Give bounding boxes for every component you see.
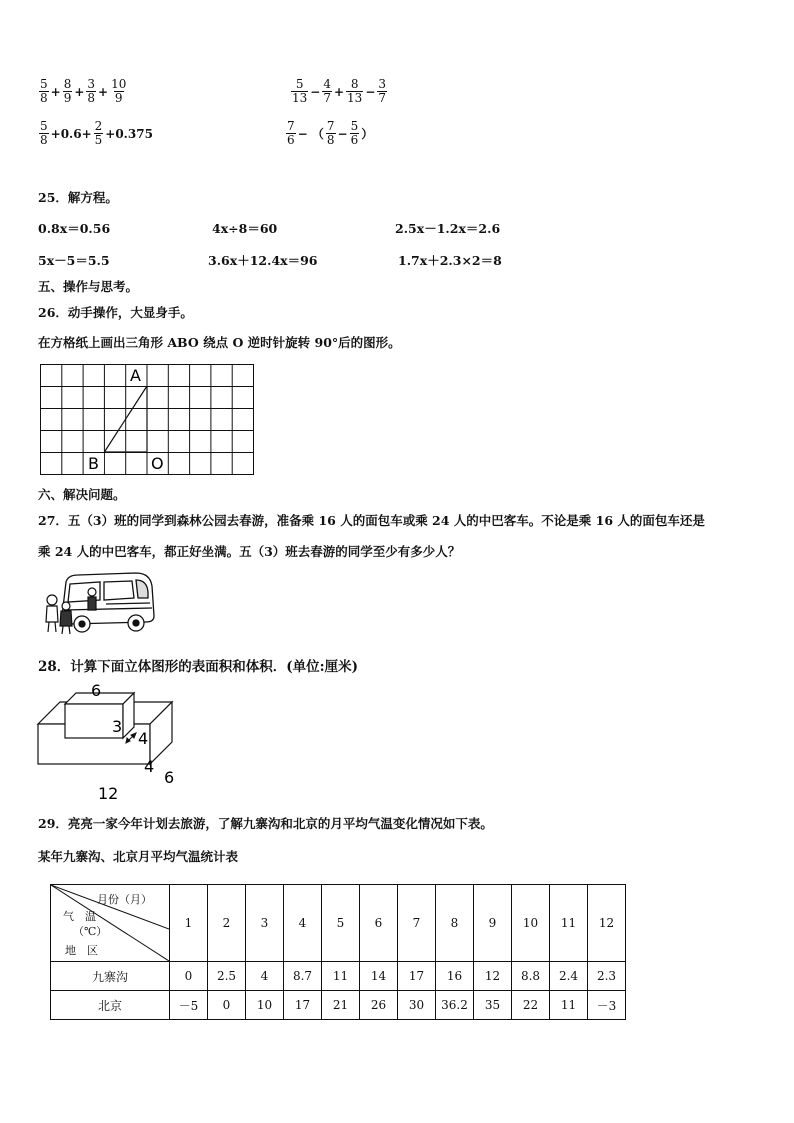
fraction [346,78,363,105]
denominator: 7 [378,91,387,105]
month-cell: 12 [588,885,626,962]
operator: − [337,126,348,141]
temperature-table [50,884,626,1020]
month-cell: 7 [398,885,436,962]
equation-5: 3.6x＋12.4x＝96 [208,253,318,268]
value-cell: 4 [246,962,284,991]
section-6-heading: 六、解决问题。 [38,487,126,502]
value-cell: －3 [588,991,626,1020]
fraction [291,78,308,105]
numerator: 7 [326,119,335,133]
fraction [377,78,387,105]
operator: − [310,84,321,99]
value-cell: 30 [398,991,436,1020]
value-cell: 14 [360,962,398,991]
q25-title: 25．解方程。 [38,190,118,205]
month-cell: 9 [474,885,512,962]
fraction [326,120,336,147]
numerator: 10 [111,77,127,91]
fraction [286,120,296,147]
value-cell: 8.7 [284,962,322,991]
equation-1: 0.8x＝0.56 [38,221,111,236]
value-cell: 8.8 [512,962,550,991]
month-cell: 11 [550,885,588,962]
denominator: 8 [87,91,96,105]
value-cell: 11 [322,962,360,991]
section-5-heading: 五、操作与思考。 [38,279,139,294]
header-region-label: 地 区 [65,944,98,957]
operator: + [50,84,61,99]
month-cell: 2 [208,885,246,962]
value-cell: 36.2 [436,991,474,1020]
denominator: 9 [63,91,72,105]
numerator: 5 [350,119,359,133]
denominator: 8 [40,133,48,147]
table-row-beijing [51,991,626,1020]
operator: ） [361,127,374,141]
denominator: 8 [326,133,335,147]
denominator: 8 [40,91,48,105]
expression-1 [38,78,128,105]
header-month-label: 月份（月） [97,893,152,906]
numerator: 4 [323,77,331,91]
denominator: 6 [350,133,359,147]
value-cell: 2.4 [550,962,588,991]
q27-line-2: 乘 24 人的中巴客车，都正好坐满。五（3）班去春游的同学至少有多少人？ [38,544,461,559]
value-cell: 22 [512,991,550,1020]
fraction [39,78,49,105]
month-cell: 8 [436,885,474,962]
dim-top-length: 6 [91,681,102,700]
operator: + [98,84,109,99]
numerator: 3 [87,77,96,91]
fraction [39,120,49,147]
numerator: 5 [295,77,304,91]
value-cell: 11 [550,991,588,1020]
value-cell: 26 [360,991,398,1020]
operator: + [333,84,345,99]
denominator: 9 [114,91,123,105]
header-temp-label: 气 温 [63,910,96,923]
region-cell: 九寨沟 [51,962,170,991]
operator: + [74,84,85,99]
operator: − （ [297,127,324,141]
fraction [94,120,104,147]
header-diagonal-cell [51,885,170,962]
denominator: 7 [323,91,331,105]
region-cell: 北京 [51,991,170,1020]
numerator: 8 [63,77,72,91]
label-a: A [130,366,141,385]
fraction [63,78,73,105]
q29-text: 29．亮亮一家今年计划去旅游，了解九寨沟和北京的月平均气温变化情况如下表。 [38,816,493,831]
expression-3 [38,120,154,147]
equation-2: 4x÷8＝60 [212,221,278,236]
equation-6: 1.7x＋2.3×2＝8 [398,253,502,268]
value-cell: 10 [246,991,284,1020]
denominator: 5 [94,133,103,147]
solid-figure [30,680,190,802]
fraction [86,78,96,105]
dim-top-width: 4 [138,729,149,748]
numerator: 7 [287,119,295,133]
label-b: B [88,454,99,473]
grid-paper [40,364,256,476]
table-title: 某年九寨沟、北京月平均气温统计表 [38,849,239,864]
value-cell: 0 [208,991,246,1020]
q27-line-1: 27．五（3）班的同学到森林公园去春游，准备乘 16 人的面包车或乘 24 人的中巴客车。不论是乘 16 人的面包车还是 [38,513,705,528]
q28-title: 28．计算下面立体图形的表面积和体积．(单位:厘米) [38,659,359,675]
value-cell: 2.5 [208,962,246,991]
value-cell: 16 [436,962,474,991]
dim-bottom-length: 12 [98,784,119,802]
month-cell: 6 [360,885,398,962]
value-cell: 35 [474,991,512,1020]
month-cell: 3 [246,885,284,962]
dim-bottom-width: 6 [164,768,175,787]
fraction [322,78,332,105]
expression-2 [290,78,388,105]
header-unit-label: （℃） [73,925,108,938]
q26-instruction: 在方格纸上画出三角形 ABO 绕点 O 逆时针旋转 90°后的图形。 [38,335,401,350]
q26-title: 26．动手操作，大显身手。 [38,305,193,320]
month-cell: 10 [512,885,550,962]
fraction [110,78,127,105]
denominator: 6 [287,133,295,147]
equation-3: 2.5x－1.2x＝2.6 [395,221,501,236]
numerator: 8 [350,77,359,91]
table-row-jiuzhaigou [51,962,626,991]
denominator: 13 [347,91,363,105]
operator: +0.375 [105,126,153,141]
month-cell: 5 [322,885,360,962]
numerator: 5 [40,77,48,91]
value-cell: 2.3 [588,962,626,991]
fraction [350,120,360,147]
denominator: 13 [292,91,308,105]
value-cell: －5 [170,991,208,1020]
bus-illustration [44,570,156,636]
operator: − [365,84,376,99]
value-cell: 21 [322,991,360,1020]
month-cell: 1 [170,885,208,962]
numerator: 5 [40,119,48,133]
month-cell: 4 [284,885,322,962]
dim-bottom-height: 4 [144,757,155,776]
value-cell: 0 [170,962,208,991]
dim-top-height: 3 [112,717,123,736]
equation-4: 5x－5＝5.5 [38,253,110,268]
value-cell: 17 [398,962,436,991]
numerator: 2 [94,119,103,133]
numerator: 3 [378,77,387,91]
label-o: O [151,454,164,473]
value-cell: 12 [474,962,512,991]
operator: +0.6+ [50,126,92,141]
value-cell: 17 [284,991,322,1020]
expression-4 [285,120,374,147]
